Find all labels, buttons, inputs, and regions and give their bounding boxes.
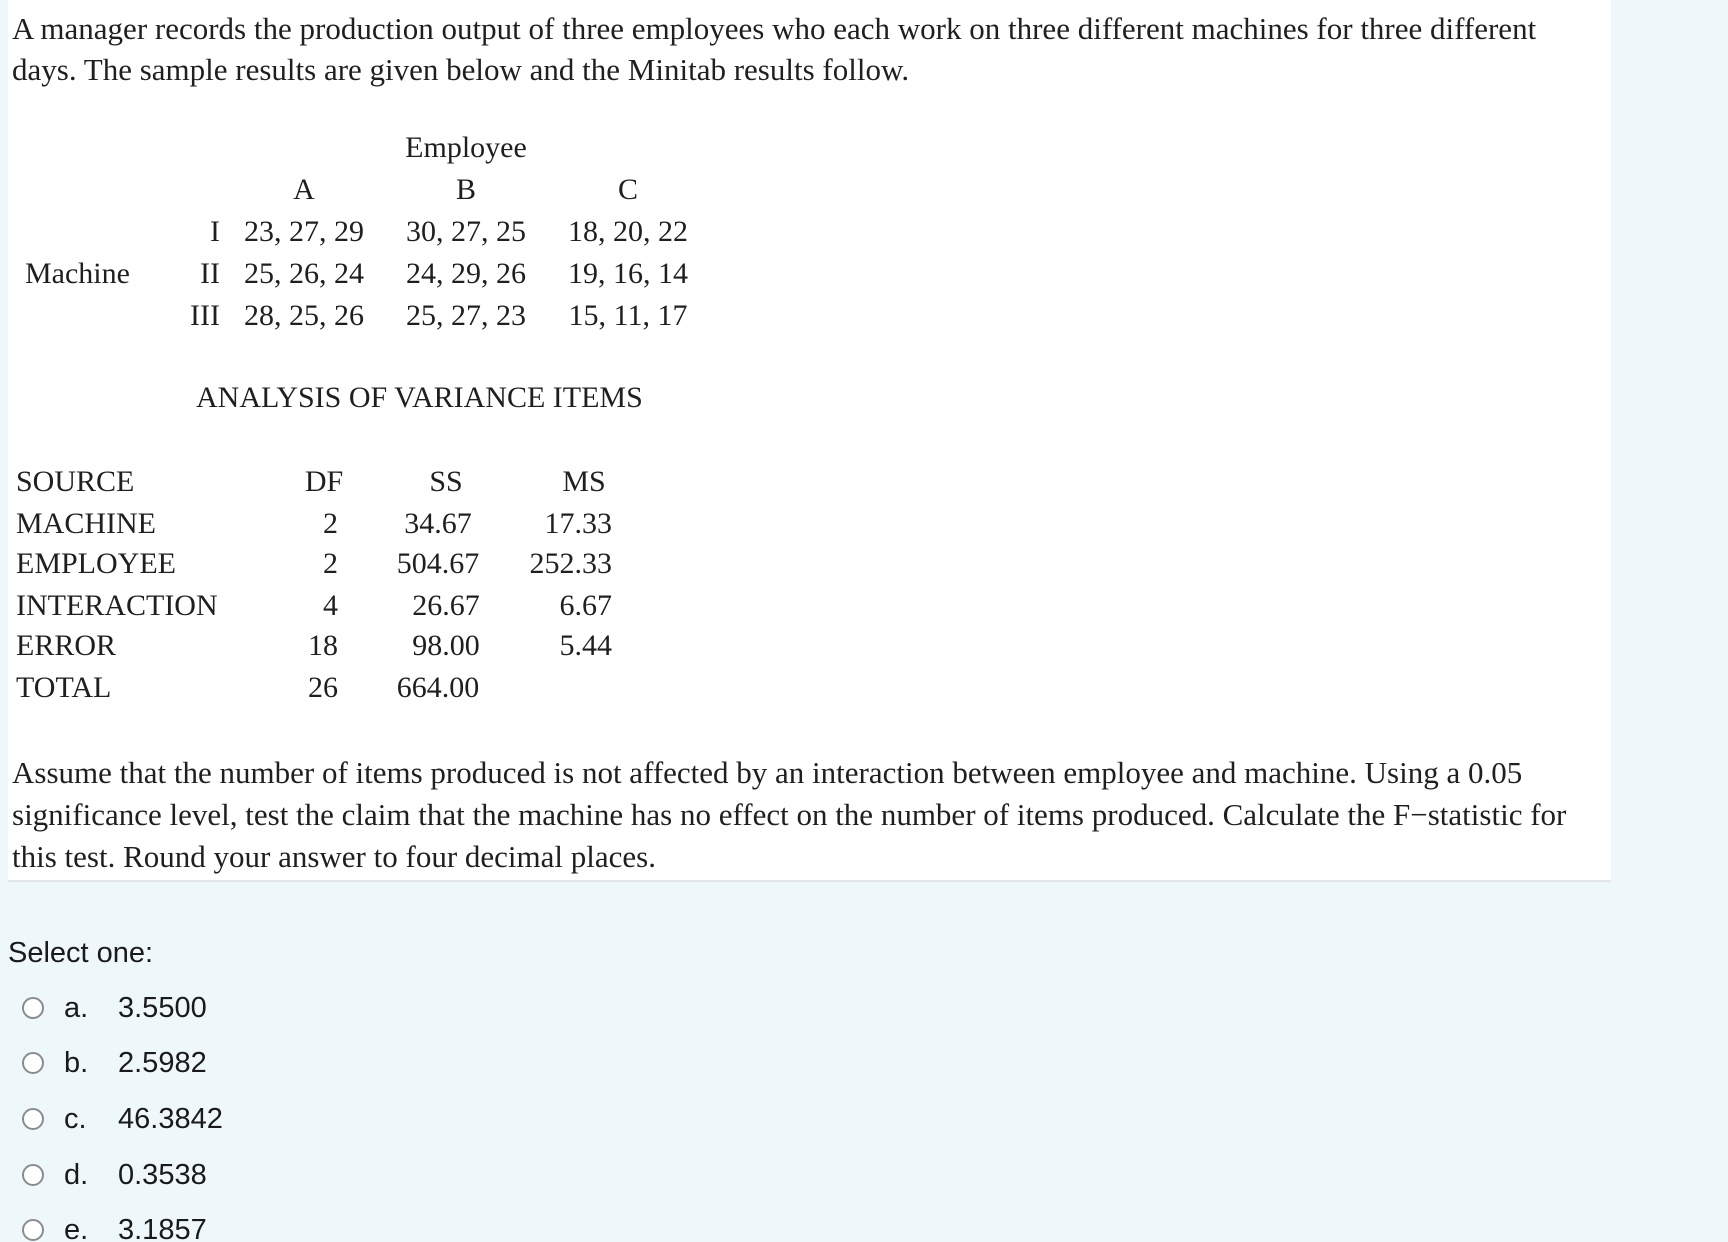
option-letter: b. xyxy=(64,1046,89,1079)
anova-ss: 34.67 xyxy=(404,507,472,540)
table-cell: 30, 27, 25 xyxy=(406,215,526,248)
anova-df: 2 xyxy=(323,507,338,540)
table-cell: 25, 27, 23 xyxy=(406,299,526,332)
column-header: C xyxy=(617,173,639,206)
question-image xyxy=(8,0,1611,882)
table-cell: 19, 16, 14 xyxy=(568,257,688,290)
option-d[interactable] xyxy=(22,1153,207,1197)
anova-df: 2 xyxy=(323,547,338,580)
question-intro: A manager records the production output of three employees who each work on three different machines for three different days. The sample results are given below and the Minitab results follow. xyxy=(12,11,1537,87)
table-cell: 15, 11, 17 xyxy=(568,299,688,332)
anova-ms: 6.67 xyxy=(559,589,612,622)
anova-title: ANALYSIS OF VARIANCE ITEMS xyxy=(196,381,643,414)
anova-ms: 252.33 xyxy=(529,547,612,580)
row-label: II xyxy=(200,257,220,290)
anova-header-source: SOURCE xyxy=(16,465,135,498)
table-cell: 28, 25, 26 xyxy=(244,299,364,332)
option-e[interactable] xyxy=(22,1208,207,1242)
anova-ms: 17.33 xyxy=(544,507,612,540)
anova-df: 4 xyxy=(323,589,338,622)
option-text: 0.3538 xyxy=(118,1158,207,1191)
anova-source: TOTAL xyxy=(16,671,112,704)
radio-button[interactable] xyxy=(22,1164,44,1186)
anova-source: MACHINE xyxy=(16,507,156,540)
table-cell: 25, 26, 24 xyxy=(244,257,364,290)
option-letter: c. xyxy=(64,1102,87,1135)
row-label: III xyxy=(190,299,220,332)
anova-source: EMPLOYEE xyxy=(16,547,176,580)
column-header: A xyxy=(293,173,315,206)
anova-header-ms: MS xyxy=(562,465,606,498)
option-text: 3.1857 xyxy=(118,1213,207,1242)
column-header: B xyxy=(455,173,477,206)
anova-ss: 26.67 xyxy=(412,589,480,622)
row-group-header: Machine xyxy=(25,257,130,290)
radio-button[interactable] xyxy=(22,1052,44,1074)
anova-ss: 664.00 xyxy=(396,671,480,704)
option-text: 2.5982 xyxy=(118,1046,207,1079)
anova-header-ss: SS xyxy=(429,465,463,498)
anova-header-df: DF xyxy=(304,465,344,498)
anova-source: INTERACTION xyxy=(16,589,218,622)
option-text: 46.3842 xyxy=(118,1102,223,1135)
option-letter: d. xyxy=(64,1158,89,1191)
option-b[interactable] xyxy=(22,1041,207,1085)
column-group-header: Employee xyxy=(405,131,527,164)
option-a[interactable] xyxy=(22,986,207,1030)
anova-source: ERROR xyxy=(16,629,117,662)
anova-df: 26 xyxy=(308,671,338,704)
anova-df: 18 xyxy=(308,629,338,662)
anova-ss: 504.67 xyxy=(396,547,480,580)
question-prompt: Assume that the number of items produced is not affected by an interaction between employee and machine. Using a 0.05 significance level, test the claim that the machine has no effect on the number of items produced. Calculate the F−statistic for this test. Round your answer to four decimal places. xyxy=(12,755,1567,874)
table-cell: 24, 29, 26 xyxy=(406,257,526,290)
radio-button[interactable] xyxy=(22,1219,44,1241)
anova-ss: 98.00 xyxy=(412,629,480,662)
anova-ms: 5.44 xyxy=(559,629,612,662)
radio-button[interactable] xyxy=(22,997,44,1019)
option-c[interactable] xyxy=(22,1097,223,1141)
select-one-label: Select one: xyxy=(8,937,154,969)
option-text: 3.5500 xyxy=(118,991,207,1024)
option-letter: e. xyxy=(64,1213,89,1242)
radio-button[interactable] xyxy=(22,1108,44,1130)
table-cell: 18, 20, 22 xyxy=(568,215,688,248)
row-label: I xyxy=(210,215,220,248)
table-cell: 23, 27, 29 xyxy=(244,215,364,248)
option-letter: a. xyxy=(64,991,89,1024)
